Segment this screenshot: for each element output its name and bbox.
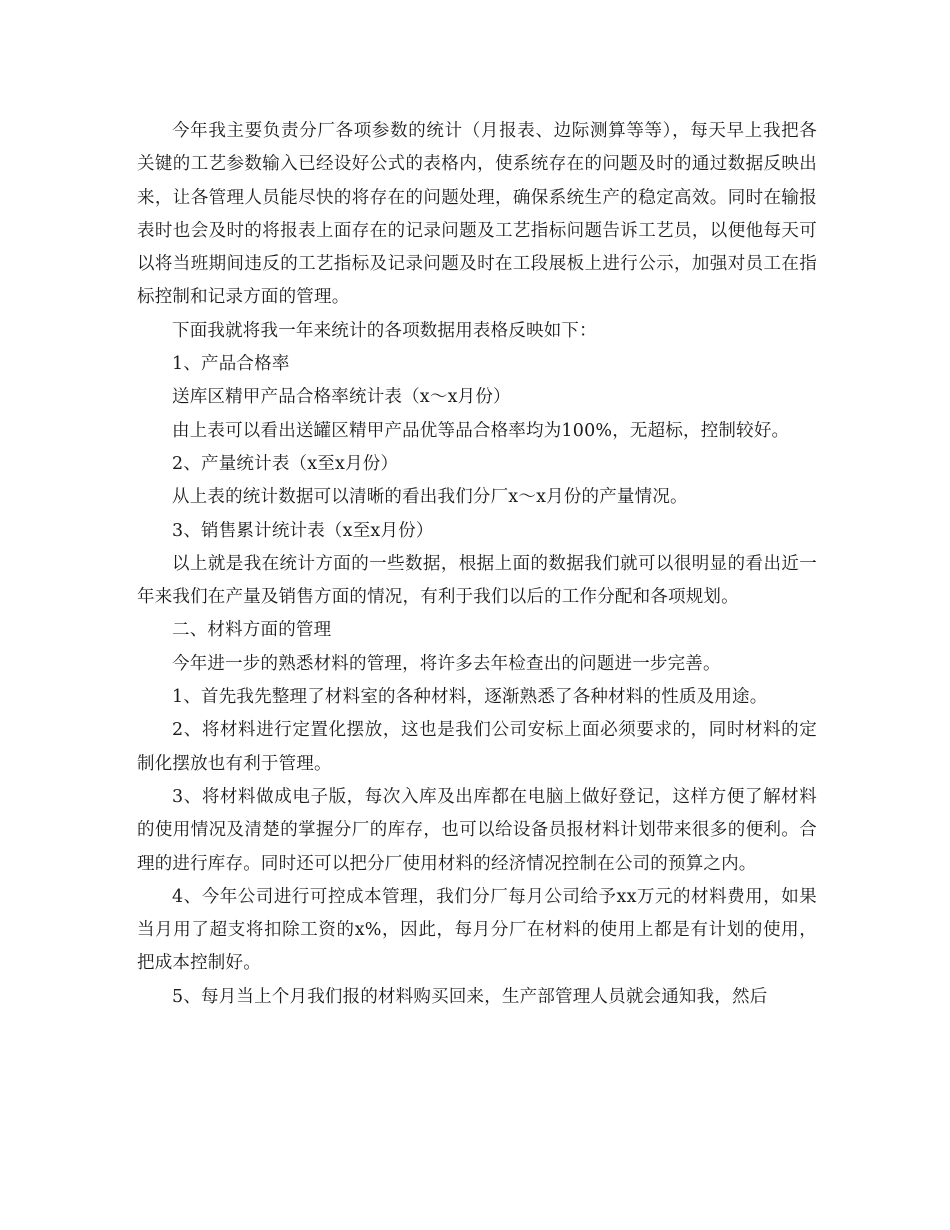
paragraph-materials-item-5: 5、每月当上个月我们报的材料购买回来，生产部管理人员就会通知我，然后 bbox=[172, 986, 768, 1007]
paragraph-output-conclusion: 从上表的统计数据可以清晰的看出我们分厂x～x月份的产量情况。 bbox=[172, 487, 688, 508]
heading-materials-management: 二、材料方面的管理 bbox=[172, 620, 332, 641]
paragraph-statistics-duties: 今年我主要负责分厂各项参数的统计（月报表、边际测算等等），每天早上我把各关键的工艺参数输入已经设好公式的表格内，使系统存在的问题及时的通过数据反映出来，让各管理人员能尽快的将存在的问题处理，确保系统生产的稳定高效。同时在输报表时也会及时的将报表上面存在的记录问题及工艺指标问题告诉工艺员，以便他每天可以将当班期间违反的工艺指标及记录问题及时在工段展板上进行公示，加强对员工在指标控制和记录方面的管理。 bbox=[137, 121, 817, 308]
paragraph-materials-item-2: 2、将材料进行定置化摆放，这也是我们公司安标上面必须要求的，同时材料的定制化摆放也有利于管理。 bbox=[137, 720, 817, 774]
paragraph-materials-item-1: 1、首先我先整理了材料室的各种材料，逐渐熟悉了各种材料的性质及用途。 bbox=[172, 687, 768, 708]
document-body bbox=[137, 115, 817, 1014]
heading-sales-statistics: 3、销售累计统计表（x至x月份） bbox=[172, 520, 434, 541]
paragraph-pass-rate-conclusion: 由上表可以看出送罐区精甲产品优等品合格率均为100%，无超标，控制较好。 bbox=[172, 420, 790, 441]
heading-product-pass-rate: 1、产品合格率 bbox=[172, 354, 290, 375]
heading-output-statistics: 2、产量统计表（x至x月份） bbox=[172, 453, 399, 474]
paragraph-materials-item-4: 4、今年公司进行可控成本管理，我们分厂每月公司给予xx万元的材料费用，如果当月用了超支将扣除工资的x%，因此，每月分厂在材料的使用上都是有计划的使用，把成本控制好。 bbox=[137, 886, 817, 974]
table-caption-pass-rate: 送库区精甲产品合格率统计表（x～x月份） bbox=[172, 387, 511, 408]
paragraph-statistics-summary: 以上就是我在统计方面的一些数据，根据上面的数据我们就可以很明显的看出近一年来我们在产量及销售方面的情况，有利于我们以后的工作分配和各项规划。 bbox=[137, 553, 817, 608]
paragraph-table-intro: 下面我就将我一年来统计的各项数据用表格反映如下： bbox=[172, 320, 597, 341]
paragraph-materials-item-3: 3、将材料做成电子版，每次入库及出库都在电脑上做好登记，这样方便了解材料的使用情况及清楚的掌握分厂的库存，也可以给设备员报材料计划带来很多的便利。合理的进行库存。同时还可以把分厂使用材料的经济情况控制在公司的预算之内。 bbox=[137, 786, 817, 874]
paragraph-materials-intro: 今年进一步的熟悉材料的管理，将许多去年检查出的问题进一步完善。 bbox=[172, 653, 721, 674]
